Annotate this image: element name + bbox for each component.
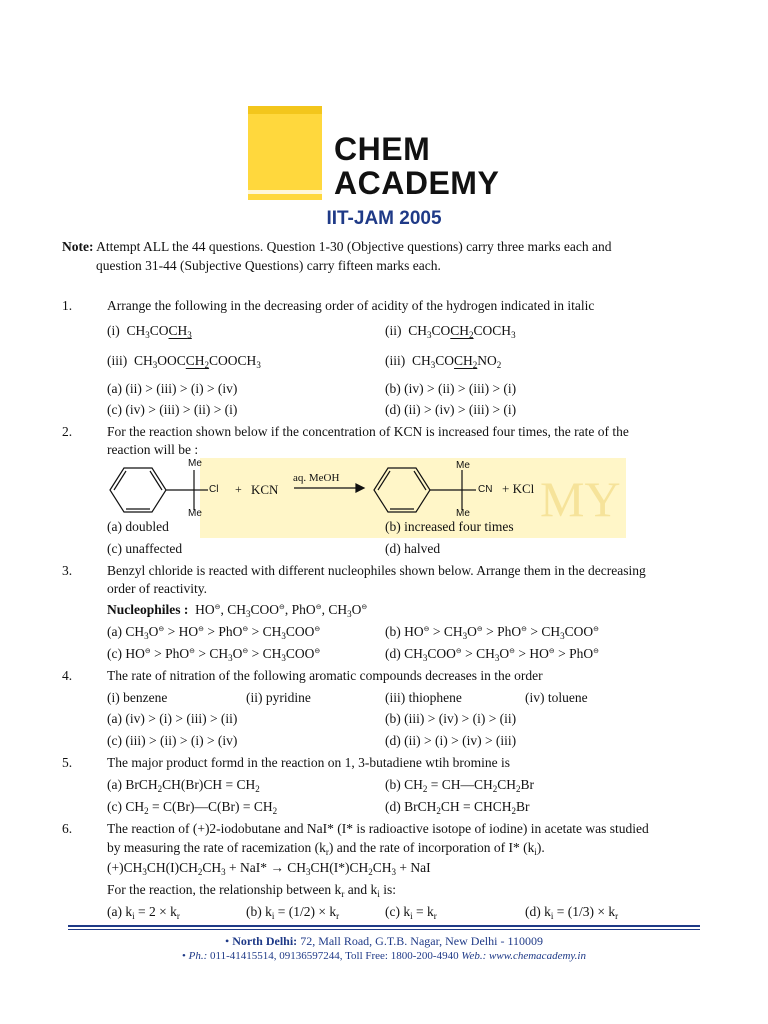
question-1-options-row2 xyxy=(0,402,768,422)
footer-phone-label: Ph.: xyxy=(188,950,208,962)
option-c: (c) (iv) > (iii) > (ii) > (i) xyxy=(107,402,238,417)
question-number: 4. xyxy=(62,668,73,683)
footer-city: North Delhi: xyxy=(232,934,298,948)
option-d: (d) BrCH$_2$CH = $CHCH_2Br$ xyxy=(385,799,530,816)
footer-web-label: Web.: xyxy=(461,950,487,962)
question-6-cont2 xyxy=(0,882,768,902)
question-2-options-row2 xyxy=(0,541,768,561)
option-d: (d) (ii) > (iv) > (iii) > (i) xyxy=(385,402,517,417)
cyano-label: CN xyxy=(478,484,493,495)
benzene-ring-right xyxy=(374,468,476,512)
reaction-equation: $(+)CH_3CH(I)CH_2CH_3 + NaI* \to CH_3CH(I*)CH_2CH_3$ + NaI xyxy=(107,860,431,877)
question-1-options-row1 xyxy=(0,381,768,401)
question-1 xyxy=(0,298,768,318)
footer-contact: • Ph.: 011-41415514, 09136597244, Toll Free: 1800-200-4940 Web.: www.chemacademy.in xyxy=(182,950,586,962)
question-3-cont xyxy=(0,581,768,601)
question-text-line2: reaction will be : xyxy=(107,442,199,457)
footer-divider xyxy=(68,925,700,930)
option-d: (d) $CH_3COO^⊖ > CH_3O^⊖ > HO^⊖ > PhO^⊖$ xyxy=(385,646,600,663)
compound-iv: (iv) toluene xyxy=(525,690,588,705)
methyl-label: Me xyxy=(456,460,470,471)
question-number: 1. xyxy=(62,298,73,313)
question-text: The rate of nitration of the following aromatic compounds decreases in the order xyxy=(107,668,543,683)
question-number: 5. xyxy=(62,755,73,770)
option-a: (a) doubled xyxy=(107,519,169,534)
option-c: (c) $HO^⊖ > PhO^⊖ > CH_3O^⊖ > CH_3COO^⊖$ xyxy=(107,646,321,663)
page-title: IIT-JAM 2005 xyxy=(326,208,442,229)
chloro-label: Cl xyxy=(209,484,219,495)
question-text: The major product formd in the reaction on 1, 3-butadiene wtih bromine is xyxy=(107,755,511,770)
benzene-ring-left xyxy=(110,468,208,512)
question-6-options xyxy=(0,904,768,924)
option-c: (c) $k_i = k_r$ xyxy=(385,904,437,921)
compound-iii: (iii) thiophene xyxy=(385,690,462,705)
question-number: 6. xyxy=(62,821,73,836)
nucleophiles-list: Nucleophiles : HO⊖, $CH_3COO^⊖$, PhO⊖, $CH_3O^⊖$ xyxy=(107,602,368,619)
product-kcl: + KCl xyxy=(502,481,535,496)
question-4-options-row1 xyxy=(0,711,768,731)
compound-iv: (iii) $CH_3COCH_2NO_2$ xyxy=(385,353,502,370)
option-d: (d) $k_i = (1/3) \times k_r$ xyxy=(525,904,619,921)
plus-sign: + xyxy=(235,482,242,496)
reaction-arrow xyxy=(294,484,364,492)
footer-phones: 011-41415514, 09136597244, Toll Free: 1800-200-4940 xyxy=(210,950,459,962)
option-c: (c) $CH_2$ = C(Br)—C(Br) = $CH_2$ xyxy=(107,799,278,816)
compound-i: (i) $CH_3COCH_3$ xyxy=(107,323,192,340)
question-4-options-row2 xyxy=(0,733,768,753)
option-b: (b) $CH_2$ = $CH—CH_2CH_2Br$ xyxy=(385,777,535,794)
question-text-line2: by measuring the rate of racemization $(k_r)$ and the rate of incorporation of I* $(k_i)$. xyxy=(107,840,545,857)
option-a: (a) (iv) > (i) > (iii) > (ii) xyxy=(107,711,238,726)
option-d: (d) halved xyxy=(385,541,441,556)
note-line2: question 31-44 (Subjective Questions) carry fifteen marks each. xyxy=(96,258,441,273)
question-5 xyxy=(0,755,768,775)
question-6-equation xyxy=(0,860,768,880)
question-4-compounds xyxy=(0,690,768,710)
option-a: (a) BrCH$_2$CH(Br)CH = $CH_2$ xyxy=(107,777,260,794)
logo-text-chem: CHEM xyxy=(334,131,431,167)
question-text-line1: For the reaction shown below if the concentration of KCN is increased four times, the rate of the xyxy=(107,424,629,439)
logo xyxy=(246,106,516,202)
option-b: (b) increased four times xyxy=(385,519,514,534)
question-5-options-row2 xyxy=(0,799,768,819)
note-line1: Attempt ALL the 44 questions. Question 1-30 (Objective questions) carry three marks each and xyxy=(96,239,612,254)
question-3-options-row2 xyxy=(0,646,768,666)
question-text-line1: The reaction of (+)2-iodobutane and NaI* (I* is radioactive isotope of iodine) in acetate was studied xyxy=(107,821,649,836)
question-text-line1: Benzyl chloride is reacted with different nucleophiles shown below. Arrange them in the decreasing xyxy=(107,563,646,578)
footer-web-link[interactable]: www.chemacademy.in xyxy=(489,950,586,962)
question-text-line2: order of reactivity. xyxy=(107,581,207,596)
option-a: (a) (ii) > (iii) > (i) > (iv) xyxy=(107,381,238,396)
question-number: 2. xyxy=(62,424,73,439)
question-3 xyxy=(0,563,768,583)
footer-address-text: 72, Mall Road, G.T.B. Nagar, New Delhi - 110009 xyxy=(300,934,543,948)
question-3-options-row1 xyxy=(0,624,768,644)
question-5-options-row1 xyxy=(0,777,768,797)
note-label: Note: xyxy=(62,239,94,254)
nucleophiles-label: Nucleophiles : xyxy=(107,602,189,617)
question-number: 3. xyxy=(62,563,73,578)
option-d: (d) (ii) > (i) > (iv) > (iii) xyxy=(385,733,517,748)
option-a: (a) $CH_3O^⊖ > HO^⊖ > PhO^⊖ > CH_3COO^⊖$ xyxy=(107,624,321,641)
compound-i: (i) benzene xyxy=(107,690,168,705)
question-6 xyxy=(0,821,768,841)
compound-ii: (ii) pyridine xyxy=(246,690,311,705)
question-4 xyxy=(0,668,768,688)
question-6-cont xyxy=(0,840,768,860)
question-text: Arrange the following in the decreasing order of acidity of the hydrogen indicated in italic xyxy=(107,298,595,313)
footer-address: • North Delhi: 72, Mall Road, G.T.B. Nagar, New Delhi - 110009 xyxy=(224,934,543,948)
option-c: (c) (iii) > (ii) > (i) > (iv) xyxy=(107,733,238,748)
question-text-line3: For the reaction, the relationship between $k_r$ and $k_i$ is: xyxy=(107,882,396,899)
question-2-options-row1 xyxy=(0,519,768,539)
option-b: (b) (iv) > (ii) > (iii) > (i) xyxy=(385,381,517,396)
watermark-text: MY xyxy=(540,471,621,527)
methyl-label: Me xyxy=(188,458,202,469)
compound-iii: (iii) $CH_3OOCCH_2COOCH_3$ xyxy=(107,353,261,370)
note xyxy=(62,237,722,275)
reagent-kcn: KCN xyxy=(251,482,279,497)
option-b: (b) $HO^⊖ > CH_3O^⊖ > PhO^⊖ > CH_3COO^⊖$ xyxy=(385,624,600,641)
option-b: (b) $k_i = (1/2) \times k_r$ xyxy=(246,904,340,921)
book-icon xyxy=(246,106,326,202)
option-b: (b) (iii) > (iv) > (i) > (ii) xyxy=(385,711,517,726)
reaction-condition: aq. MeOH xyxy=(293,472,340,484)
methyl-label: Me xyxy=(188,508,202,519)
logo-text-academy: ACADEMY xyxy=(334,165,500,201)
compound-ii: (ii) $CH_3COCH_2COCH_3$ xyxy=(385,323,516,340)
option-a: (a) $k_i = 2 \times k_r$ xyxy=(107,904,180,921)
question-1-compounds-row1 xyxy=(0,323,768,343)
question-2 xyxy=(0,424,768,444)
option-c: (c) unaffected xyxy=(107,541,183,556)
methyl-label: Me xyxy=(456,508,470,519)
question-1-compounds-row2 xyxy=(0,353,768,373)
